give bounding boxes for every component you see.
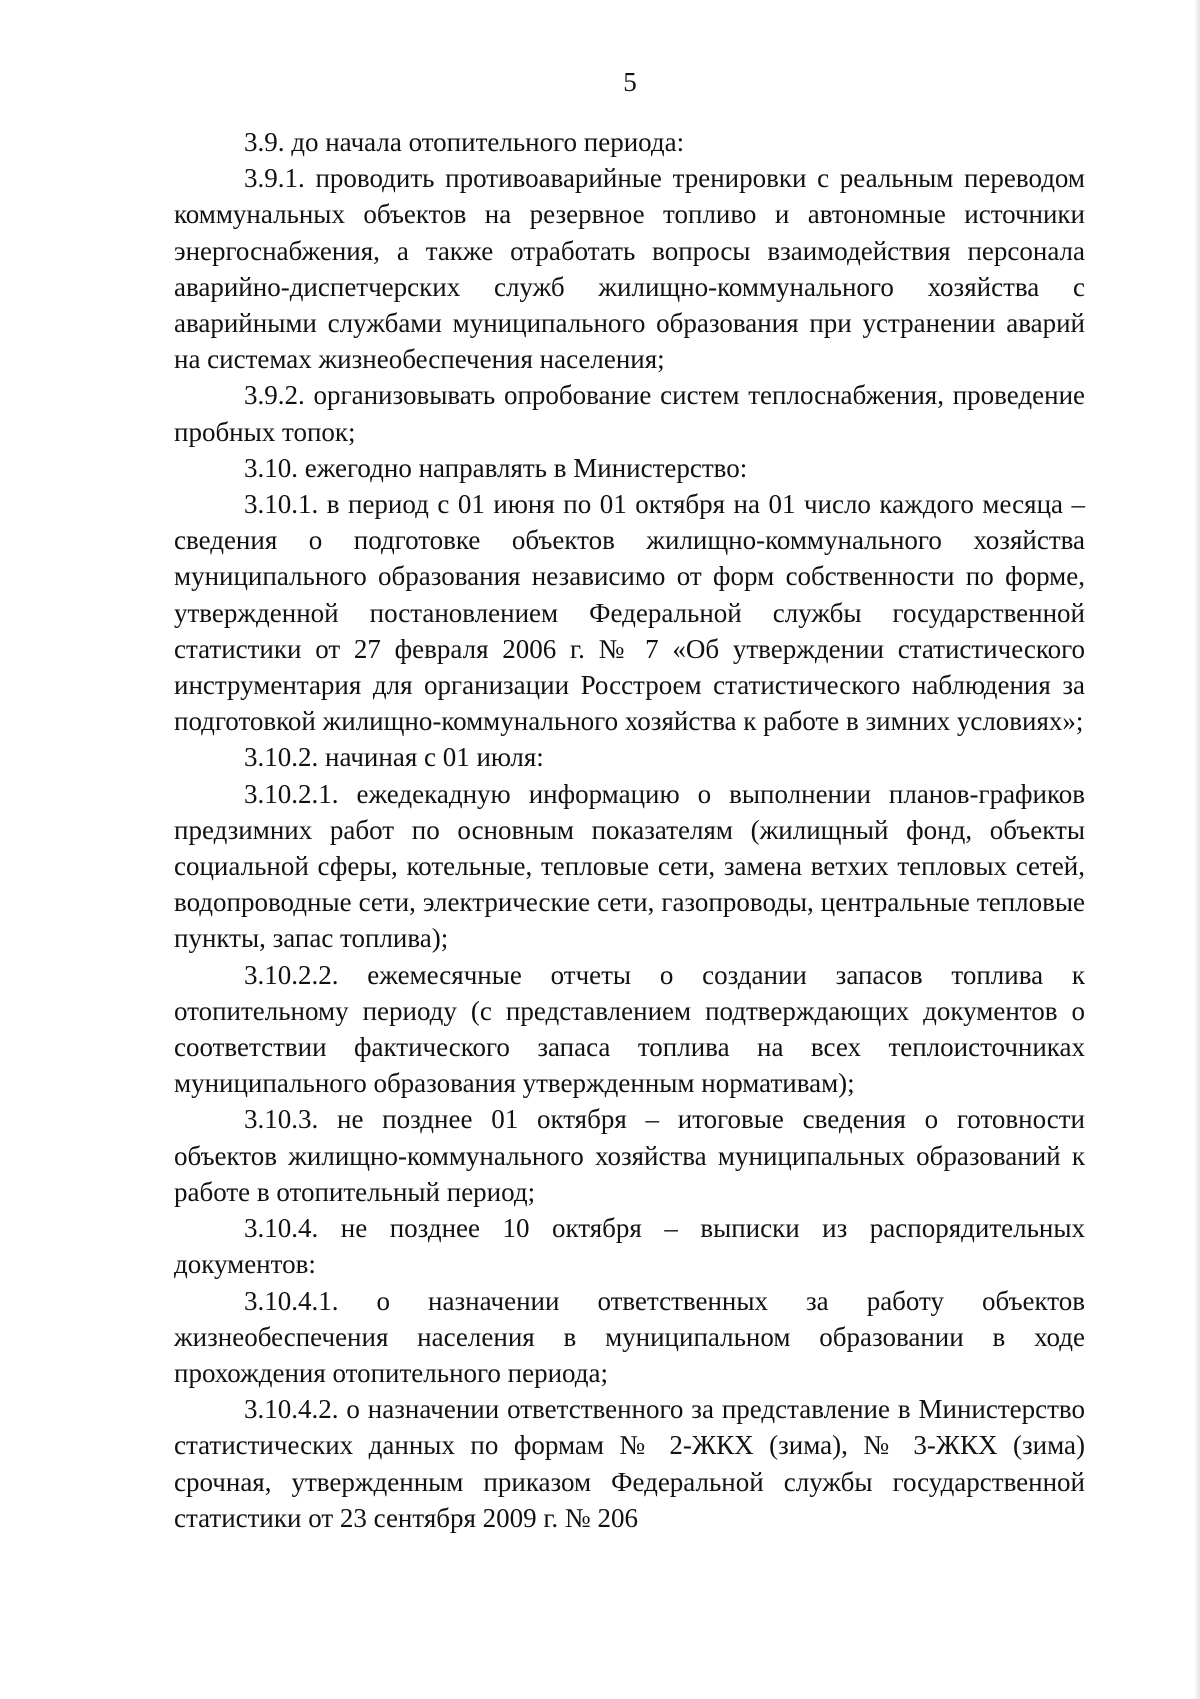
paragraph-3-9: 3.9. до начала отопительного периода: <box>244 127 685 157</box>
paragraph-3-10-3: 3.10.3. не позднее 01 октября – итоговые сведения о готовности объектов жилищно-коммунального хозяйства муниципальных образований к работе в отопительный период; <box>174 1104 1085 1207</box>
document-body <box>174 124 1085 1536</box>
paragraph-3-10-2-1: 3.10.2.1. ежедекадную информацию о выполнении планов-графиков предзимних работ по основным показателям (жилищный фонд, объекты социальной сферы, котельные, тепловые сети, замена ветхих тепловых сетей, водопроводные сети, электрические сети, газопроводы, центральные тепловые пункты, запас топлива); <box>174 778 1085 954</box>
paragraph-3-10-2: 3.10.2. начиная с 01 июля: <box>244 742 544 773</box>
paragraph-3-10-1: 3.10.1. в период с 01 июня по 01 октября на 01 число каждого месяца – сведения о подготовке объектов жилищно-коммунального хозяйства муниципального образования независимо от форм собственности по форме, утвержденной постановлением Федеральной службы государственной статистики от 27 февраля 2006 г. № 7 «Об утверждении статистического инструментария для организации Росстроем статистического наблюдения за подготовкой жилищно-коммунального хозяйства к работе в зимних условиях»; <box>174 489 1085 737</box>
paragraph-3-9-2: 3.9.2. организовывать опробование систем теплоснабжения, проведение пробных топок; <box>174 380 1085 447</box>
page-edge-shadow <box>1194 0 1200 1699</box>
paragraph-3-10-4-2: 3.10.4.2. о назначении ответственного за представление в Министерство статистических данных по формам № 2-ЖКХ (зима), № 3-ЖКХ (зима) срочная, утвержденным приказом Федеральной службы государственной статистики от 23 сентября 2009 г. № 206 <box>174 1394 1085 1533</box>
page-number: 5 <box>623 67 637 97</box>
paragraph-3-10-2-2: 3.10.2.2. ежемесячные отчеты о создании запасов топлива к отопительному периоду (с представлением подтверждающих документов о соответствии фактического запаса топлива на всех теплоисточниках муниципального образования утвержденным нормативам); <box>174 959 1085 1099</box>
paragraph-3-10: 3.10. ежегодно направлять в Министерство: <box>244 452 748 483</box>
paragraph-3-10-4: 3.10.4. не позднее 10 октября – выписки из распорядительных документов: <box>174 1213 1085 1280</box>
paragraph-3-10-4-1: 3.10.4.1. о назначении ответственных за работу объектов жизнеобеспечения населения в муниципальном образовании в ходе прохождения отопительного периода; <box>174 1285 1085 1388</box>
paragraph-3-9-1: 3.9.1. проводить противоаварийные тренировки с реальным переводом коммунальных объектов на резервное топливо и автономные источники энергоснабжения, а также отработать вопросы взаимодействия персонала аварийно-диспетчерских служб жилищно-коммунального хозяйства с аварийными службами муниципального образования при устранении аварий на системах жизнеобеспечения населения; <box>174 163 1085 375</box>
